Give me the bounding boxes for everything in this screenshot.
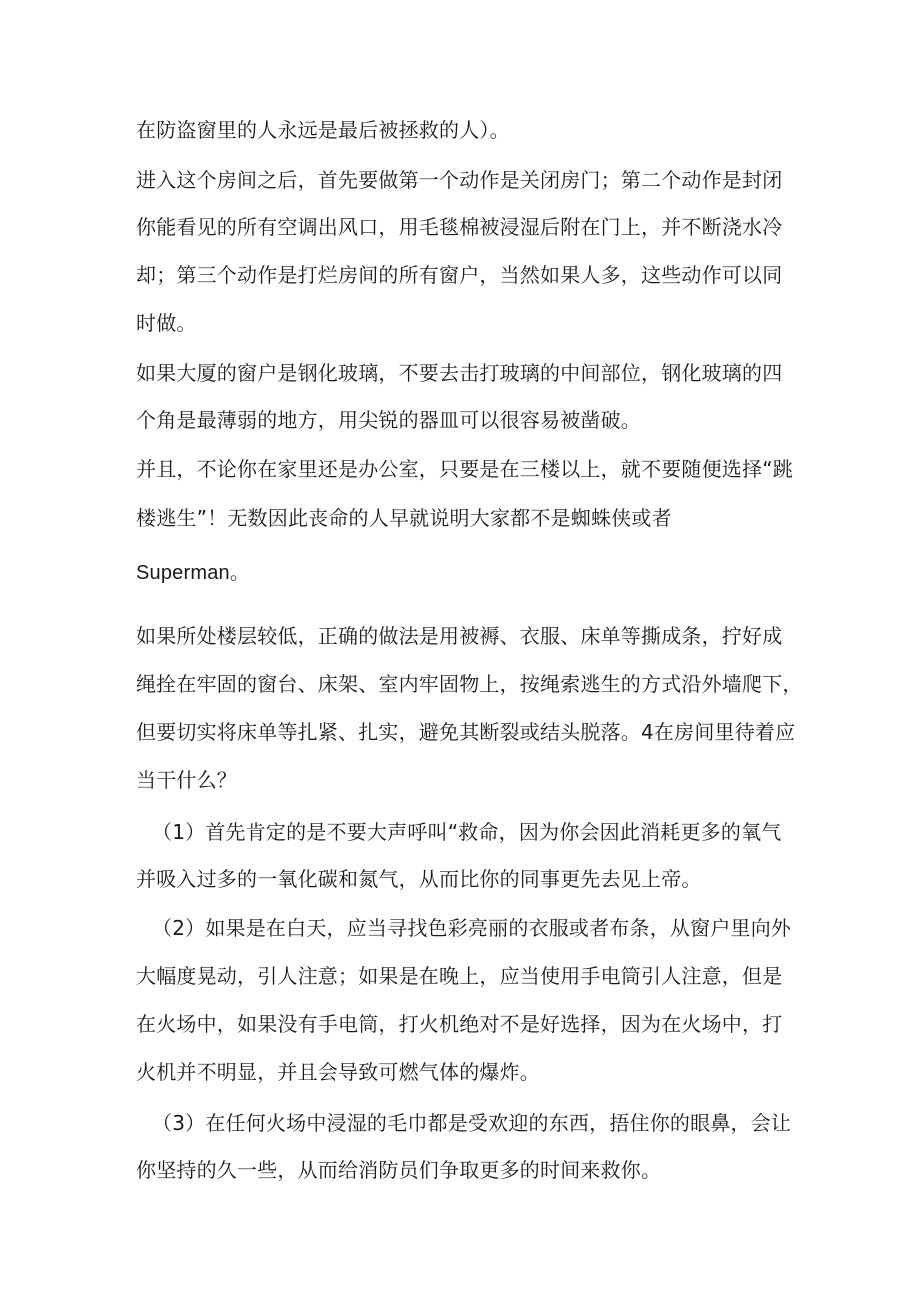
text-line: 在防盗窗里的人永远是最后被拯救的人）。 [136, 118, 510, 142]
text-line: 你能看见的所有空调出风口，用毛毯棉被浸湿后附在门上，并不断浇水冷 [136, 215, 783, 239]
text-line: 并且，不论你在家里还是办公室，只要是在三楼以上，就不要随便选择“跳 [136, 457, 793, 481]
text-line: 大幅度晃动，引人注意；如果是在晚上，应当使用手电筒引人注意，但是 [136, 964, 783, 988]
text-line: （2）如果是在白天，应当寻找色彩亮丽的衣服或者布条，从窗户里向外 [152, 916, 792, 940]
text-line: 绳拴在牢固的窗台、床架、室内牢固物上，按绳索逃生的方式沿外墙爬下， [136, 672, 803, 696]
text-line: 个角是最薄弱的地方，用尖锐的器皿可以很容易被凿破。 [136, 408, 641, 432]
text-line: 但要切实将床单等扎紧、扎实，避免其断裂或结头脱落。4在房间里待着应 [136, 720, 796, 744]
text-line: 当干什么？ [136, 768, 237, 792]
text-line: 时做。 [136, 311, 197, 335]
text-line: 并吸入过多的一氧化碳和氮气，从而比你的同事更先去见上帝。 [136, 867, 702, 891]
text-line: 在火场中，如果没有手电筒，打火机绝对不是好选择，因为在火场中，打 [136, 1012, 783, 1036]
text-line: （1）首先肯定的是不要大声呼叫“救命，因为你会因此消耗更多的氧气 [152, 820, 782, 844]
text-line: 楼逃生”！无数因此丧命的人早就说明大家都不是蜘蛛侠或者 [136, 506, 672, 530]
text-line: 你坚持的久一些，从而给消防员们争取更多的时间来救你。 [136, 1158, 662, 1182]
text-line: 如果大厦的窗户是钢化玻璃，不要去击打玻璃的中间部位，钢化玻璃的四 [136, 361, 783, 385]
text-line: （3）在任何火场中浸湿的毛巾都是受欢迎的东西，捂住你的眼鼻，会让 [152, 1111, 792, 1135]
text-line: 却；第三个动作是打烂房间的所有窗户，当然如果人多，这些动作可以同 [136, 263, 783, 287]
text-line: 火机并不明显，并且会导致可燃气体的爆炸。 [136, 1060, 540, 1084]
text-line: Superman。 [136, 562, 251, 584]
text-line: 如果所处楼层较低，正确的做法是用被褥、衣服、床单等撕成条，拧好成 [136, 624, 783, 648]
text-line: 进入这个房间之后，首先要做第一个动作是关闭房门；第二个动作是封闭 [136, 168, 783, 192]
